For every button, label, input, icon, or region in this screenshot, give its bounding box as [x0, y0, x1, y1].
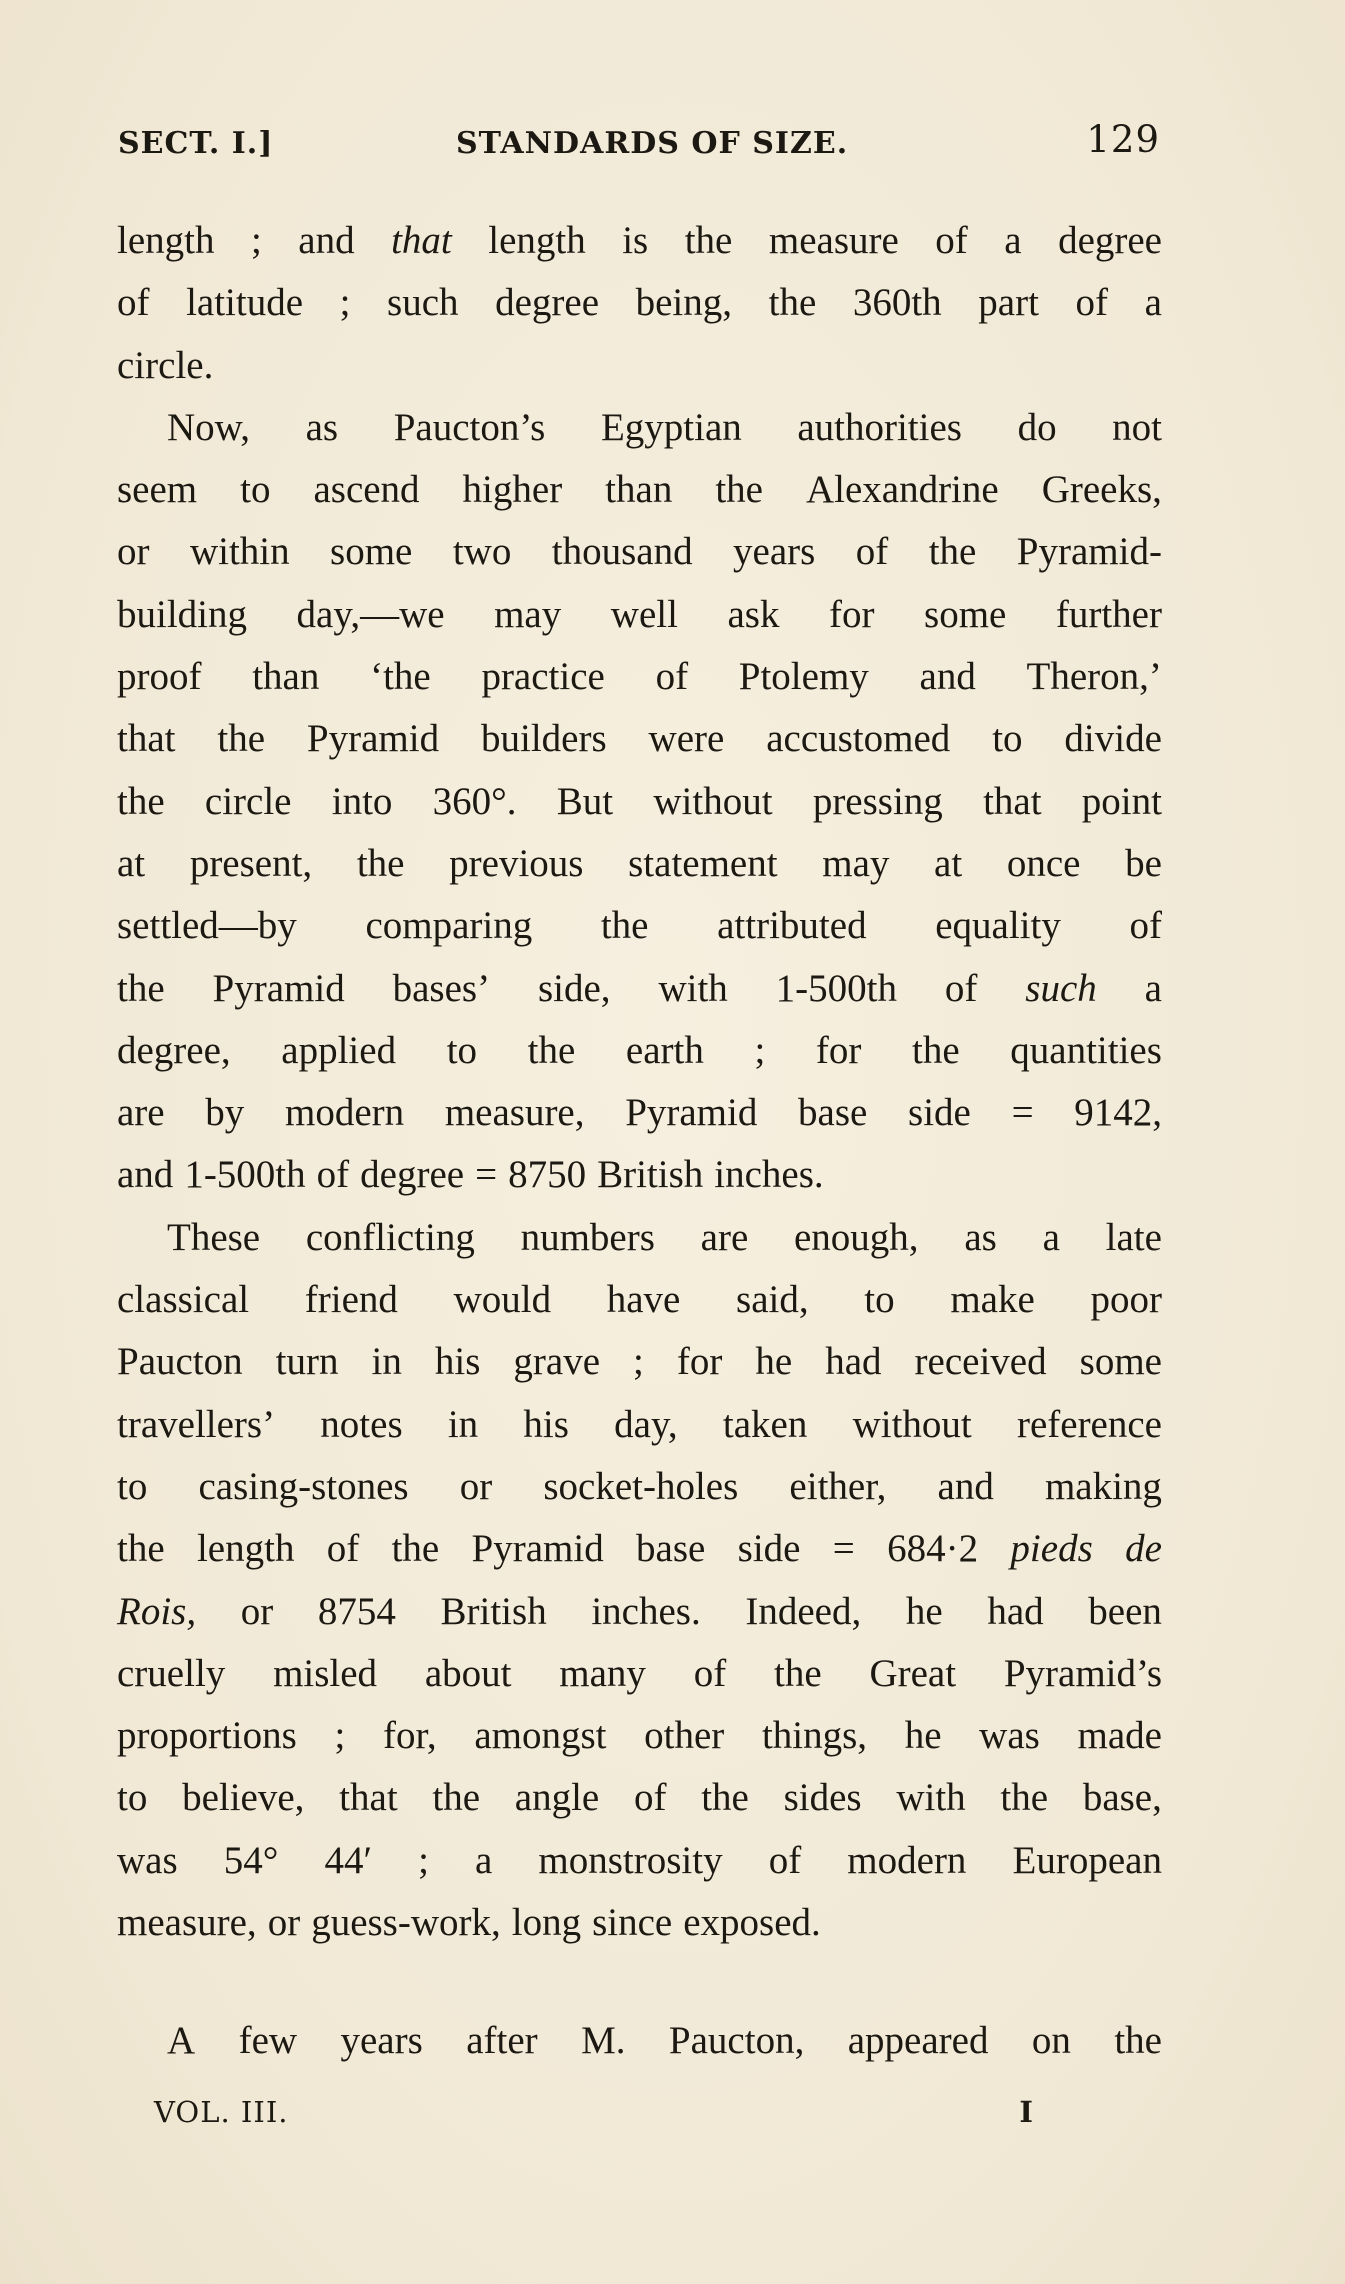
word: are	[117, 1091, 165, 1135]
text-line	[117, 1643, 1162, 1705]
body-text	[117, 210, 1162, 2073]
text-line	[117, 335, 1162, 397]
page-number: 129	[1086, 118, 1160, 161]
word: than	[252, 655, 320, 699]
word: Great	[869, 1651, 957, 1695]
word: base	[798, 1091, 868, 1135]
word: 1-500th	[184, 1153, 306, 1197]
word: the	[217, 717, 266, 761]
word: the	[768, 281, 817, 325]
word: of	[655, 655, 689, 699]
word: misled	[273, 1651, 378, 1695]
word: attributed	[717, 904, 867, 948]
word: day,	[614, 1402, 678, 1446]
word: British	[597, 1153, 704, 1197]
word: a	[475, 1838, 493, 1882]
word: of	[117, 281, 150, 325]
text-line	[117, 1394, 1162, 1456]
word: Indeed,	[745, 1589, 862, 1633]
volume-signature: VOL. III.	[154, 2095, 289, 2129]
word: further	[1055, 592, 1162, 636]
word: of	[326, 1527, 360, 1571]
text-line	[117, 584, 1162, 646]
word: to	[240, 468, 271, 512]
word: that	[983, 779, 1042, 823]
word: long	[511, 1901, 582, 1945]
word: the	[715, 468, 763, 512]
word: measure	[768, 219, 899, 262]
word: were	[648, 717, 725, 761]
word: Alexandrine	[805, 468, 999, 512]
word: the	[600, 904, 649, 948]
word: he	[904, 1714, 942, 1758]
word: These	[167, 1215, 261, 1259]
word: some	[924, 592, 1007, 636]
word: with	[896, 1776, 966, 1820]
word: and	[919, 655, 976, 699]
word: the	[774, 1651, 822, 1695]
word: once	[1006, 841, 1081, 885]
word: the	[117, 966, 165, 1010]
word: with	[658, 966, 728, 1010]
word: within	[189, 530, 290, 574]
word: 44′	[324, 1838, 372, 1882]
text-line	[117, 397, 1162, 459]
word: =	[475, 1153, 498, 1197]
word: reference	[1016, 1402, 1162, 1446]
word: Egyptian	[600, 405, 742, 449]
word: M.	[581, 2019, 626, 2063]
word: of	[633, 1776, 667, 1820]
word: few	[238, 2019, 298, 2063]
word: comparing	[365, 904, 533, 948]
word: inches.	[591, 1589, 701, 1633]
word: Pyramid’s	[1003, 1651, 1162, 1695]
word: amongst	[474, 1714, 607, 1758]
word: the	[432, 1776, 481, 1820]
word: had	[987, 1589, 1044, 1633]
text-line	[117, 2010, 1162, 2072]
word: higher	[462, 468, 563, 512]
word: after	[466, 2019, 538, 2063]
word: he	[905, 1589, 943, 1633]
word: or	[117, 530, 150, 574]
word: of	[1075, 281, 1108, 325]
text-line	[117, 1207, 1162, 1269]
word: of	[316, 1153, 350, 1197]
word: degree	[360, 1153, 465, 1197]
word: 9142,	[1074, 1091, 1162, 1135]
word: 684·2	[887, 1527, 979, 1571]
word: circle.	[117, 343, 214, 387]
word: Now,	[167, 405, 251, 449]
word: the	[912, 1028, 960, 1072]
word: made	[1077, 1714, 1162, 1758]
word: present,	[189, 841, 313, 885]
word: base,	[1082, 1776, 1162, 1820]
word: do	[1017, 405, 1057, 449]
text-line	[117, 646, 1162, 708]
word: Ptolemy	[738, 655, 869, 699]
word: of	[693, 1651, 727, 1695]
word: bases’	[392, 966, 491, 1010]
word: Pyramid-	[1016, 530, 1162, 574]
word: a	[1144, 966, 1162, 1010]
word: ;	[418, 1838, 429, 1882]
word: the	[527, 1028, 576, 1072]
word: applied	[281, 1028, 397, 1072]
word: as	[305, 405, 339, 449]
word: well	[610, 592, 678, 636]
word: 1-500th	[775, 966, 897, 1010]
word: ;	[250, 219, 262, 262]
word: some	[330, 530, 413, 574]
word: without	[653, 779, 773, 823]
word: being,	[635, 281, 733, 325]
word: years	[340, 2019, 423, 2063]
word: ask	[727, 592, 780, 636]
text-line	[117, 833, 1162, 895]
word: for	[815, 1028, 862, 1072]
word: day,—we	[296, 592, 445, 636]
word: guess-work,	[311, 1901, 501, 1945]
word: Rois,	[117, 1589, 197, 1633]
word: a	[1004, 219, 1022, 262]
word: =	[832, 1527, 855, 1571]
word: pressing	[812, 779, 943, 823]
word: make	[950, 1278, 1035, 1322]
text-line	[117, 1020, 1162, 1082]
text-line	[117, 958, 1162, 1020]
word: that	[339, 1776, 398, 1820]
word: monstrosity	[538, 1838, 723, 1882]
word: at	[117, 841, 146, 885]
word: statement	[628, 841, 778, 885]
word: travellers’	[117, 1402, 276, 1446]
word: or	[240, 1589, 274, 1633]
word: than	[605, 468, 673, 512]
text-line	[117, 708, 1162, 770]
word: proof	[117, 655, 202, 699]
word: building	[117, 592, 248, 636]
page-footer	[154, 2095, 1034, 2141]
text-line	[117, 1082, 1162, 1144]
word: that	[117, 717, 176, 761]
word: late	[1105, 1215, 1162, 1259]
word: would	[453, 1278, 552, 1322]
word: conflicting	[305, 1215, 475, 1259]
word: his	[523, 1402, 569, 1446]
word: measure,	[444, 1091, 585, 1135]
text-line	[117, 1705, 1162, 1767]
word: 360th	[852, 281, 942, 325]
word: European	[1012, 1838, 1162, 1882]
word: Pyramid	[212, 966, 345, 1010]
word: his	[434, 1340, 481, 1384]
word: some	[1079, 1340, 1162, 1384]
word: divide	[1064, 717, 1162, 761]
word: measure,	[117, 1901, 257, 1945]
word: previous	[449, 841, 584, 885]
word: a	[1042, 1215, 1060, 1259]
text-line	[117, 1269, 1162, 1331]
word: But	[556, 779, 614, 823]
word: as	[964, 1215, 997, 1259]
word: to	[864, 1278, 895, 1322]
word: seem	[117, 468, 198, 512]
word: believe,	[182, 1776, 305, 1820]
word: many	[559, 1651, 646, 1695]
sheet-mark: I	[1019, 2095, 1034, 2129]
section-label: SECT. I.]	[118, 126, 274, 161]
text-line	[117, 1892, 1162, 1954]
word: A	[167, 2019, 196, 2063]
word: practice	[481, 655, 605, 699]
word: part	[978, 281, 1039, 325]
word: angle	[514, 1776, 600, 1820]
word: been	[1088, 1589, 1162, 1633]
word: 8750	[508, 1153, 587, 1197]
running-head	[118, 118, 1160, 168]
word: on	[1031, 2019, 1071, 2063]
word: enough,	[794, 1215, 919, 1259]
word: may	[494, 592, 562, 636]
word: the	[684, 219, 733, 262]
word: socket-holes	[543, 1464, 739, 1508]
word: of	[944, 966, 978, 1010]
text-line	[117, 1581, 1162, 1643]
word: Pyramid	[306, 717, 440, 761]
word: latitude	[186, 281, 304, 325]
text-line	[117, 210, 1162, 272]
text-line	[117, 459, 1162, 521]
text-line	[117, 771, 1162, 833]
text-line	[117, 1830, 1162, 1892]
word: of	[935, 219, 968, 262]
word: since	[592, 1901, 673, 1945]
word: making	[1044, 1464, 1162, 1508]
paragraph-gap	[117, 1954, 1162, 2010]
word: was	[979, 1714, 1040, 1758]
word: accustomed	[766, 717, 951, 761]
word: proportions	[117, 1714, 297, 1758]
word: de	[1125, 1527, 1162, 1571]
word: by	[205, 1091, 245, 1135]
word: modern	[284, 1091, 405, 1135]
word: 54°	[223, 1838, 279, 1882]
word: said,	[736, 1278, 809, 1322]
word: exposed.	[683, 1901, 821, 1945]
word: into	[331, 779, 393, 823]
word: such	[1025, 966, 1097, 1010]
word: may	[822, 841, 890, 885]
word: in	[371, 1340, 402, 1384]
word: Paucton,	[668, 2019, 805, 2063]
word: sides	[783, 1776, 862, 1820]
word: about	[424, 1651, 512, 1695]
word: friend	[304, 1278, 398, 1322]
word: the	[391, 1527, 440, 1571]
word: modern	[847, 1838, 967, 1882]
word: the	[1114, 2019, 1162, 2063]
word: grave	[513, 1340, 601, 1384]
word: at	[934, 841, 963, 885]
word: to	[117, 1776, 148, 1820]
word: 360°.	[432, 779, 517, 823]
text-line	[117, 1144, 1162, 1206]
text-line	[117, 1331, 1162, 1393]
word: classical	[117, 1278, 250, 1322]
word: things,	[761, 1714, 868, 1758]
word: casing-stones	[198, 1464, 409, 1508]
text-line	[117, 521, 1162, 583]
word: notes	[320, 1402, 403, 1446]
word: was	[117, 1838, 178, 1882]
word: ;	[633, 1340, 644, 1384]
word: degree	[495, 281, 600, 325]
word: poor	[1090, 1278, 1162, 1322]
word: the	[701, 1776, 749, 1820]
text-line	[117, 1767, 1162, 1829]
word: ‘the	[370, 655, 431, 699]
word: settled—by	[117, 904, 297, 948]
word: and	[117, 1153, 174, 1197]
word: or	[459, 1464, 493, 1508]
word: ;	[754, 1028, 766, 1072]
word: such	[387, 281, 459, 325]
word: =	[1011, 1091, 1034, 1135]
word: to	[117, 1464, 148, 1508]
word: is	[622, 219, 649, 262]
word: appeared	[847, 2019, 989, 2063]
word: Paucton’s	[393, 405, 546, 449]
word: are	[700, 1215, 749, 1259]
word: ascend	[313, 468, 420, 512]
word: the	[356, 841, 405, 885]
word: pieds	[1010, 1527, 1093, 1571]
word: degree,	[117, 1028, 231, 1072]
word: ;	[339, 281, 351, 325]
text-line	[117, 895, 1162, 957]
word: authorities	[797, 405, 962, 449]
word: a	[1144, 281, 1162, 325]
word: British	[440, 1589, 547, 1633]
word: length	[488, 219, 586, 262]
word: side,	[537, 966, 611, 1010]
word: length	[117, 219, 215, 262]
word: to	[992, 717, 1023, 761]
word: Pyramid	[625, 1091, 758, 1135]
word: ;	[334, 1714, 346, 1758]
word: to	[446, 1028, 478, 1072]
word: received	[914, 1340, 1047, 1384]
word: side	[908, 1091, 971, 1135]
word: have	[606, 1278, 681, 1322]
word: length	[196, 1527, 295, 1571]
word: and	[298, 219, 355, 262]
word: the	[1000, 1776, 1049, 1820]
text-line	[117, 1456, 1162, 1518]
word: taken	[722, 1402, 808, 1446]
word: be	[1125, 841, 1162, 885]
word: inches.	[714, 1153, 824, 1197]
text-line	[117, 1518, 1162, 1580]
running-title: STANDARDS OF SIZE.	[456, 126, 849, 161]
word: of	[1129, 904, 1162, 948]
word: side	[737, 1527, 801, 1571]
word: base	[636, 1527, 706, 1571]
word: 8754	[317, 1589, 396, 1633]
word: earth	[625, 1028, 704, 1072]
word: had	[825, 1340, 882, 1384]
word: quantities	[1010, 1028, 1162, 1072]
word: of	[768, 1838, 802, 1882]
word: the	[117, 779, 165, 823]
word: turn	[275, 1340, 339, 1384]
word: without	[852, 1402, 972, 1446]
word: point	[1081, 779, 1162, 823]
word: or	[267, 1901, 301, 1945]
text-line	[117, 272, 1162, 334]
word: other	[644, 1714, 725, 1758]
word: thousand	[551, 530, 693, 574]
word: circle	[204, 779, 292, 823]
word: builders	[480, 717, 607, 761]
word: years	[733, 530, 816, 574]
word: Theron,’	[1026, 655, 1162, 699]
word: that	[391, 219, 452, 262]
word: not	[1112, 405, 1162, 449]
word: for	[829, 592, 875, 636]
word: Pyramid	[471, 1527, 604, 1571]
word: he	[755, 1340, 793, 1384]
word: two	[452, 530, 512, 574]
word: numbers	[520, 1215, 655, 1259]
word: in	[447, 1402, 479, 1446]
word: the	[928, 530, 977, 574]
word: equality	[935, 904, 1061, 948]
word: for	[676, 1340, 723, 1384]
word: for,	[382, 1714, 437, 1758]
word: either,	[789, 1464, 887, 1508]
word: and	[937, 1464, 994, 1508]
word: the	[117, 1527, 165, 1571]
word: of	[855, 530, 889, 574]
word: degree	[1058, 219, 1162, 262]
word: Paucton	[117, 1340, 243, 1384]
word: Greeks,	[1041, 468, 1162, 512]
word: cruelly	[117, 1651, 226, 1695]
